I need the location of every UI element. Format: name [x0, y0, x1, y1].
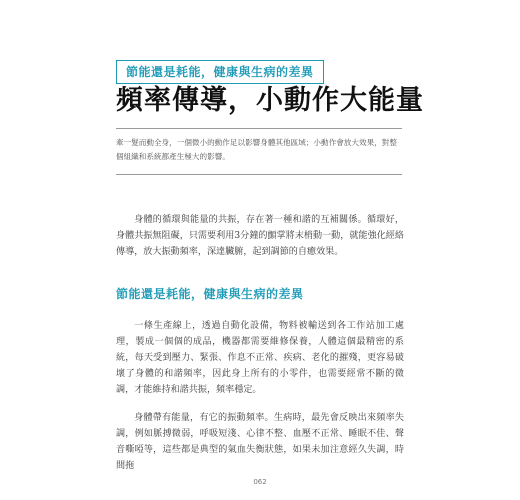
chapter-tag: 節能還是耗能，健康與生病的差異 — [116, 60, 324, 84]
page-number: 062 — [253, 478, 267, 486]
intro-line-1: 牽一髮而動全身，一個微小的動作足以影響身體其他區域；小動作會放大效果，對整 — [116, 138, 397, 147]
body-paragraph-1: 身體的循環與能量的共振，存在著一種和諧的互補關係。循環好，身體共振無阻礙，只需要利用3分鐘的顫掌將末梢動一動，就能強化經絡傳導，放大振動頻率，深達臟腑，起到調節的自癒效果。 — [116, 215, 404, 257]
intro-summary-box — [116, 128, 402, 175]
page-title: 頻率傳導，小動作大能量 — [116, 85, 424, 116]
intro-line-2: 個組織和系統都產生極大的影響。 — [116, 152, 230, 161]
section-heading: 節能還是耗能，健康與生病的差異 — [116, 287, 304, 301]
body-paragraph-3: 身體帶有能量，有它的振動頻率。生病時，最先會反映出來頻率失調，例如脈搏微弱，呼吸短淺、心律不整、血壓不正常、睡眠不佳、聲音嘶啞等，這些都是典型的氣血失衡狀態，如果未加注意經久失調，時間拖 — [116, 413, 404, 471]
body-paragraph-2: 一條生產線上，透過自動化設備，物料被輸送到各工作站加工處理，製成一個個的成品，機器都需要維修保養，人體這個最精密的系統，每天受到壓力、緊張、作息不正常、疾病、老化的摧殘，更容易破壞了身體的和諧頻率，因此身上所有的小零件，也需要經常不斷的微調，才能維持和諧共振，頻率穩定。 — [116, 321, 404, 395]
